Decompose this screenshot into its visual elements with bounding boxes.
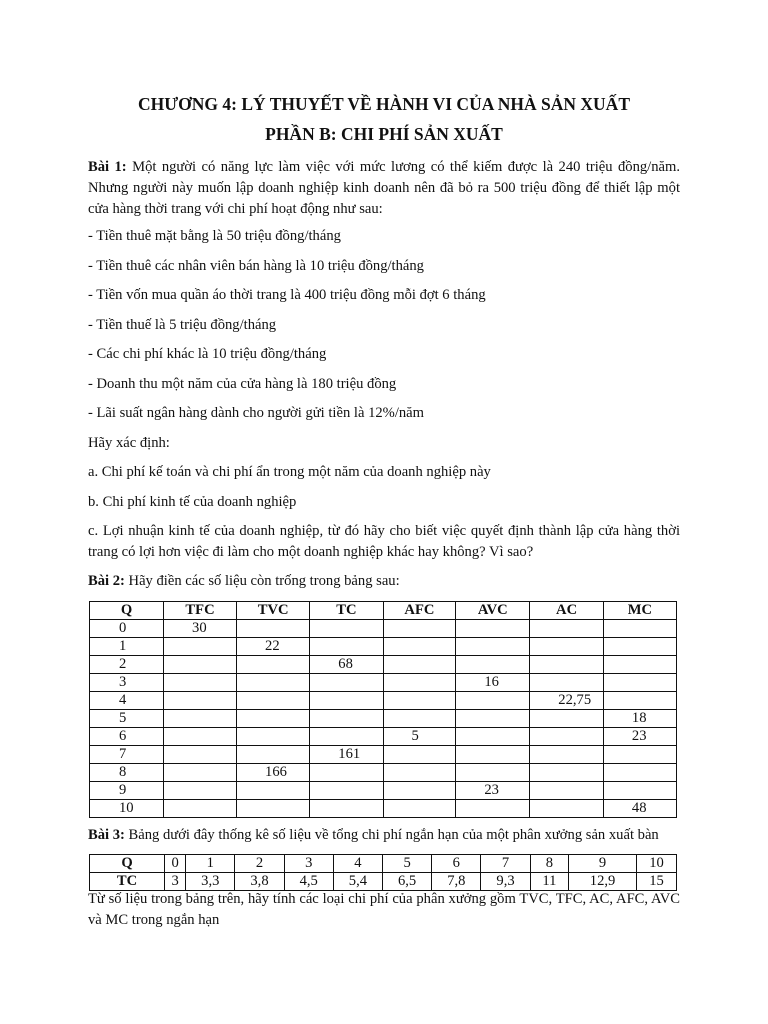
q-value-cell: 2	[235, 855, 284, 873]
tc-value-cell: 3	[165, 873, 186, 891]
cost-table-row	[90, 656, 677, 674]
cell-ac	[530, 674, 604, 692]
cost-table-row	[90, 620, 677, 638]
row-q-label: Q	[90, 855, 165, 873]
cell-ac	[530, 746, 604, 764]
cell-afc	[383, 620, 456, 638]
cell-tfc: 30	[164, 620, 237, 638]
cell-ac	[530, 782, 604, 800]
cost-table-row	[90, 674, 677, 692]
cell-afc	[383, 782, 456, 800]
cell-afc	[383, 746, 456, 764]
cell-avc	[456, 638, 530, 656]
cell-mc	[603, 674, 676, 692]
cell-avc: 16	[456, 674, 530, 692]
cost-table	[89, 601, 677, 818]
cell-avc	[456, 620, 530, 638]
cell-q: 0	[90, 620, 164, 638]
cell-afc	[383, 692, 456, 710]
q-value-cell: 4	[333, 855, 382, 873]
cell-tvc	[237, 620, 310, 638]
cell-tc	[310, 638, 383, 656]
header-tvc: TVC	[237, 602, 310, 620]
cell-ac	[530, 764, 604, 782]
tc-value-cell: 12,9	[569, 873, 637, 891]
exercise-1-text: Một người có năng lực làm việc với mức lương có thể kiếm được là 240 triệu đồng/năm. Nhưng người này muốn lập doanh nghiệp kinh doanh nên đã bỏ ra 500 triệu đồng để thiết lập một cửa hàng thời trang với chi phí hoạt động như sau:	[88, 159, 681, 217]
cell-tvc	[237, 692, 310, 710]
question-a: a. Chi phí kế toán và chi phí ẩn trong một năm của doanh nghiệp này	[88, 464, 491, 480]
cost-table-row	[90, 800, 677, 818]
tc-value-cell: 11	[530, 873, 569, 891]
cell-q: 2	[90, 656, 164, 674]
cost-item-inventory: - Tiền vốn mua quần áo thời trang là 400 triệu đồng mỗi đợt 6 tháng	[88, 287, 486, 303]
cell-tvc	[237, 656, 310, 674]
cell-tvc	[237, 782, 310, 800]
cost-table-row	[90, 728, 677, 746]
cell-tvc	[237, 746, 310, 764]
cell-afc	[383, 800, 456, 818]
question-c: c. Lợi nhuận kinh tế của doanh nghiệp, từ đó hãy cho biết việc quyết định thành lập cửa hàng thời trang có lợi hơn việc đi làm cho một doanh nghiệp khác hay không? Vì sao?	[88, 523, 680, 560]
header-afc: AFC	[383, 602, 456, 620]
cost-table-row	[90, 764, 677, 782]
q-value-cell: 1	[186, 855, 235, 873]
cell-tfc	[164, 656, 237, 674]
tc-value-cell: 7,8	[432, 873, 481, 891]
cost-item-staff: - Tiền thuê các nhân viên bán hàng là 10 triệu đồng/tháng	[88, 258, 424, 274]
cost-table-row	[90, 710, 677, 728]
cell-tc: 161	[310, 746, 383, 764]
header-mc: MC	[603, 602, 676, 620]
cell-ac	[530, 728, 604, 746]
cell-tvc: 22	[237, 638, 310, 656]
cell-mc: 18	[603, 710, 676, 728]
cell-avc	[456, 692, 530, 710]
cost-item-tax: - Tiền thuế là 5 triệu đồng/tháng	[88, 317, 277, 333]
q-value-cell: 0	[165, 855, 186, 873]
exercise-3-instruction: Từ số liệu trong bảng trên, hãy tính các loại chi phí của phân xưởng gồm TVC, TFC, AC, AFC, AVC và MC trong ngắn hạn	[88, 891, 680, 928]
cost-table-row	[90, 782, 677, 800]
cell-avc	[456, 800, 530, 818]
cell-q: 10	[90, 800, 164, 818]
interest-rate-item: - Lãi suất ngân hàng dành cho người gửi tiền là 12%/năm	[88, 405, 425, 421]
cost-table-row	[90, 638, 677, 656]
cell-avc	[456, 656, 530, 674]
cell-tfc	[164, 674, 237, 692]
cell-avc: 23	[456, 782, 530, 800]
tc-value-cell: 6,5	[383, 873, 432, 891]
chapter-title: CHƯƠNG 4: LÝ THUYẾT VỀ HÀNH VI CỦA NHÀ SẢN XUẤT	[137, 94, 630, 114]
section-title: PHẦN B: CHI PHÍ SẢN XUẤT	[265, 124, 503, 144]
q-value-cell: 3	[284, 855, 333, 873]
tc-value-cell: 9,3	[481, 873, 530, 891]
row-tc-label: TC	[90, 873, 165, 891]
cell-q: 6	[90, 728, 164, 746]
cell-q: 4	[90, 692, 164, 710]
cost-item-other: - Các chi phí khác là 10 triệu đồng/tháng	[88, 346, 327, 362]
cell-tvc	[237, 728, 310, 746]
cell-afc	[383, 656, 456, 674]
determine-prompt: Hãy xác định:	[88, 435, 170, 451]
cell-mc	[603, 782, 676, 800]
cell-mc	[603, 656, 676, 674]
cell-afc	[383, 764, 456, 782]
cell-avc	[456, 764, 530, 782]
tc-value-cell: 15	[637, 873, 677, 891]
tc-value-cell: 3,3	[186, 873, 235, 891]
exercise-3-heading	[88, 825, 659, 845]
cost-table-row	[90, 692, 677, 710]
exercise-1-label: Bài 1:	[88, 159, 127, 175]
cell-tfc	[164, 710, 237, 728]
cell-tfc	[164, 782, 237, 800]
cell-q: 5	[90, 710, 164, 728]
cell-afc	[383, 710, 456, 728]
cell-tc	[310, 728, 383, 746]
cell-mc: 23	[603, 728, 676, 746]
exercise-3-label: Bài 3:	[88, 827, 125, 843]
cell-tfc	[164, 638, 237, 656]
cell-tvc	[237, 674, 310, 692]
tc-value-cell: 4,5	[284, 873, 333, 891]
q-value-cell: 10	[637, 855, 677, 873]
cell-mc: 48	[603, 800, 676, 818]
cell-tfc	[164, 692, 237, 710]
row-total-cost	[90, 873, 677, 891]
exercise-2-heading	[88, 571, 400, 591]
header-ac: AC	[530, 602, 604, 620]
q-value-cell: 5	[383, 855, 432, 873]
cost-table-row	[90, 746, 677, 764]
cell-mc	[603, 764, 676, 782]
cell-q: 7	[90, 746, 164, 764]
q-value-cell: 8	[530, 855, 569, 873]
cost-item-rent: - Tiền thuê mặt bằng là 50 triệu đồng/tháng	[88, 228, 341, 244]
header-tc: TC	[310, 602, 383, 620]
exercise-1-intro	[88, 157, 680, 220]
cell-ac	[530, 656, 604, 674]
q-value-cell: 9	[569, 855, 637, 873]
cell-tc	[310, 782, 383, 800]
tc-value-cell: 3,8	[235, 873, 284, 891]
exercise-2-label: Bài 2:	[88, 573, 125, 589]
cell-afc	[383, 638, 456, 656]
cell-tvc	[237, 710, 310, 728]
cell-ac	[530, 800, 604, 818]
cell-tc	[310, 674, 383, 692]
header-avc: AVC	[456, 602, 530, 620]
tc-value-cell: 5,4	[333, 873, 382, 891]
cell-mc	[603, 620, 676, 638]
cell-q: 8	[90, 764, 164, 782]
revenue-item: - Doanh thu một năm của cửa hàng là 180 triệu đồng	[88, 376, 397, 392]
question-b: b. Chi phí kinh tế của doanh nghiệp	[88, 494, 297, 510]
cell-tfc	[164, 764, 237, 782]
cell-mc	[603, 746, 676, 764]
cell-avc	[456, 710, 530, 728]
cell-ac: 22,75	[530, 692, 604, 710]
cell-tc	[310, 800, 383, 818]
cell-tvc	[237, 800, 310, 818]
cell-avc	[456, 728, 530, 746]
cell-ac	[530, 638, 604, 656]
cell-tc	[310, 692, 383, 710]
cell-tvc: 166	[237, 764, 310, 782]
cell-tfc	[164, 800, 237, 818]
header-tfc: TFC	[164, 602, 237, 620]
cell-afc	[383, 674, 456, 692]
total-cost-table	[89, 854, 677, 891]
cell-tfc	[164, 728, 237, 746]
cell-q: 9	[90, 782, 164, 800]
exercise-2-text: Hãy điền các số liệu còn trống trong bảng sau:	[124, 573, 400, 589]
cell-ac	[530, 710, 604, 728]
cell-tc	[310, 620, 383, 638]
cell-tc	[310, 764, 383, 782]
cell-ac	[530, 620, 604, 638]
cell-mc	[603, 638, 676, 656]
cost-table-header-row	[90, 602, 677, 620]
header-q: Q	[90, 602, 164, 620]
row-quantity	[90, 855, 677, 873]
q-value-cell: 7	[481, 855, 530, 873]
cell-tfc	[164, 746, 237, 764]
q-value-cell: 6	[432, 855, 481, 873]
cell-tc: 68	[310, 656, 383, 674]
cell-tc	[310, 710, 383, 728]
cell-q: 1	[90, 638, 164, 656]
cell-q: 3	[90, 674, 164, 692]
exercise-3-text: Bảng dưới đây thống kê số liệu về tổng chi phí ngắn hạn của một phân xưởng sản xuất bàn	[124, 827, 659, 843]
cell-afc: 5	[383, 728, 456, 746]
cell-avc	[456, 746, 530, 764]
cell-mc	[603, 692, 676, 710]
